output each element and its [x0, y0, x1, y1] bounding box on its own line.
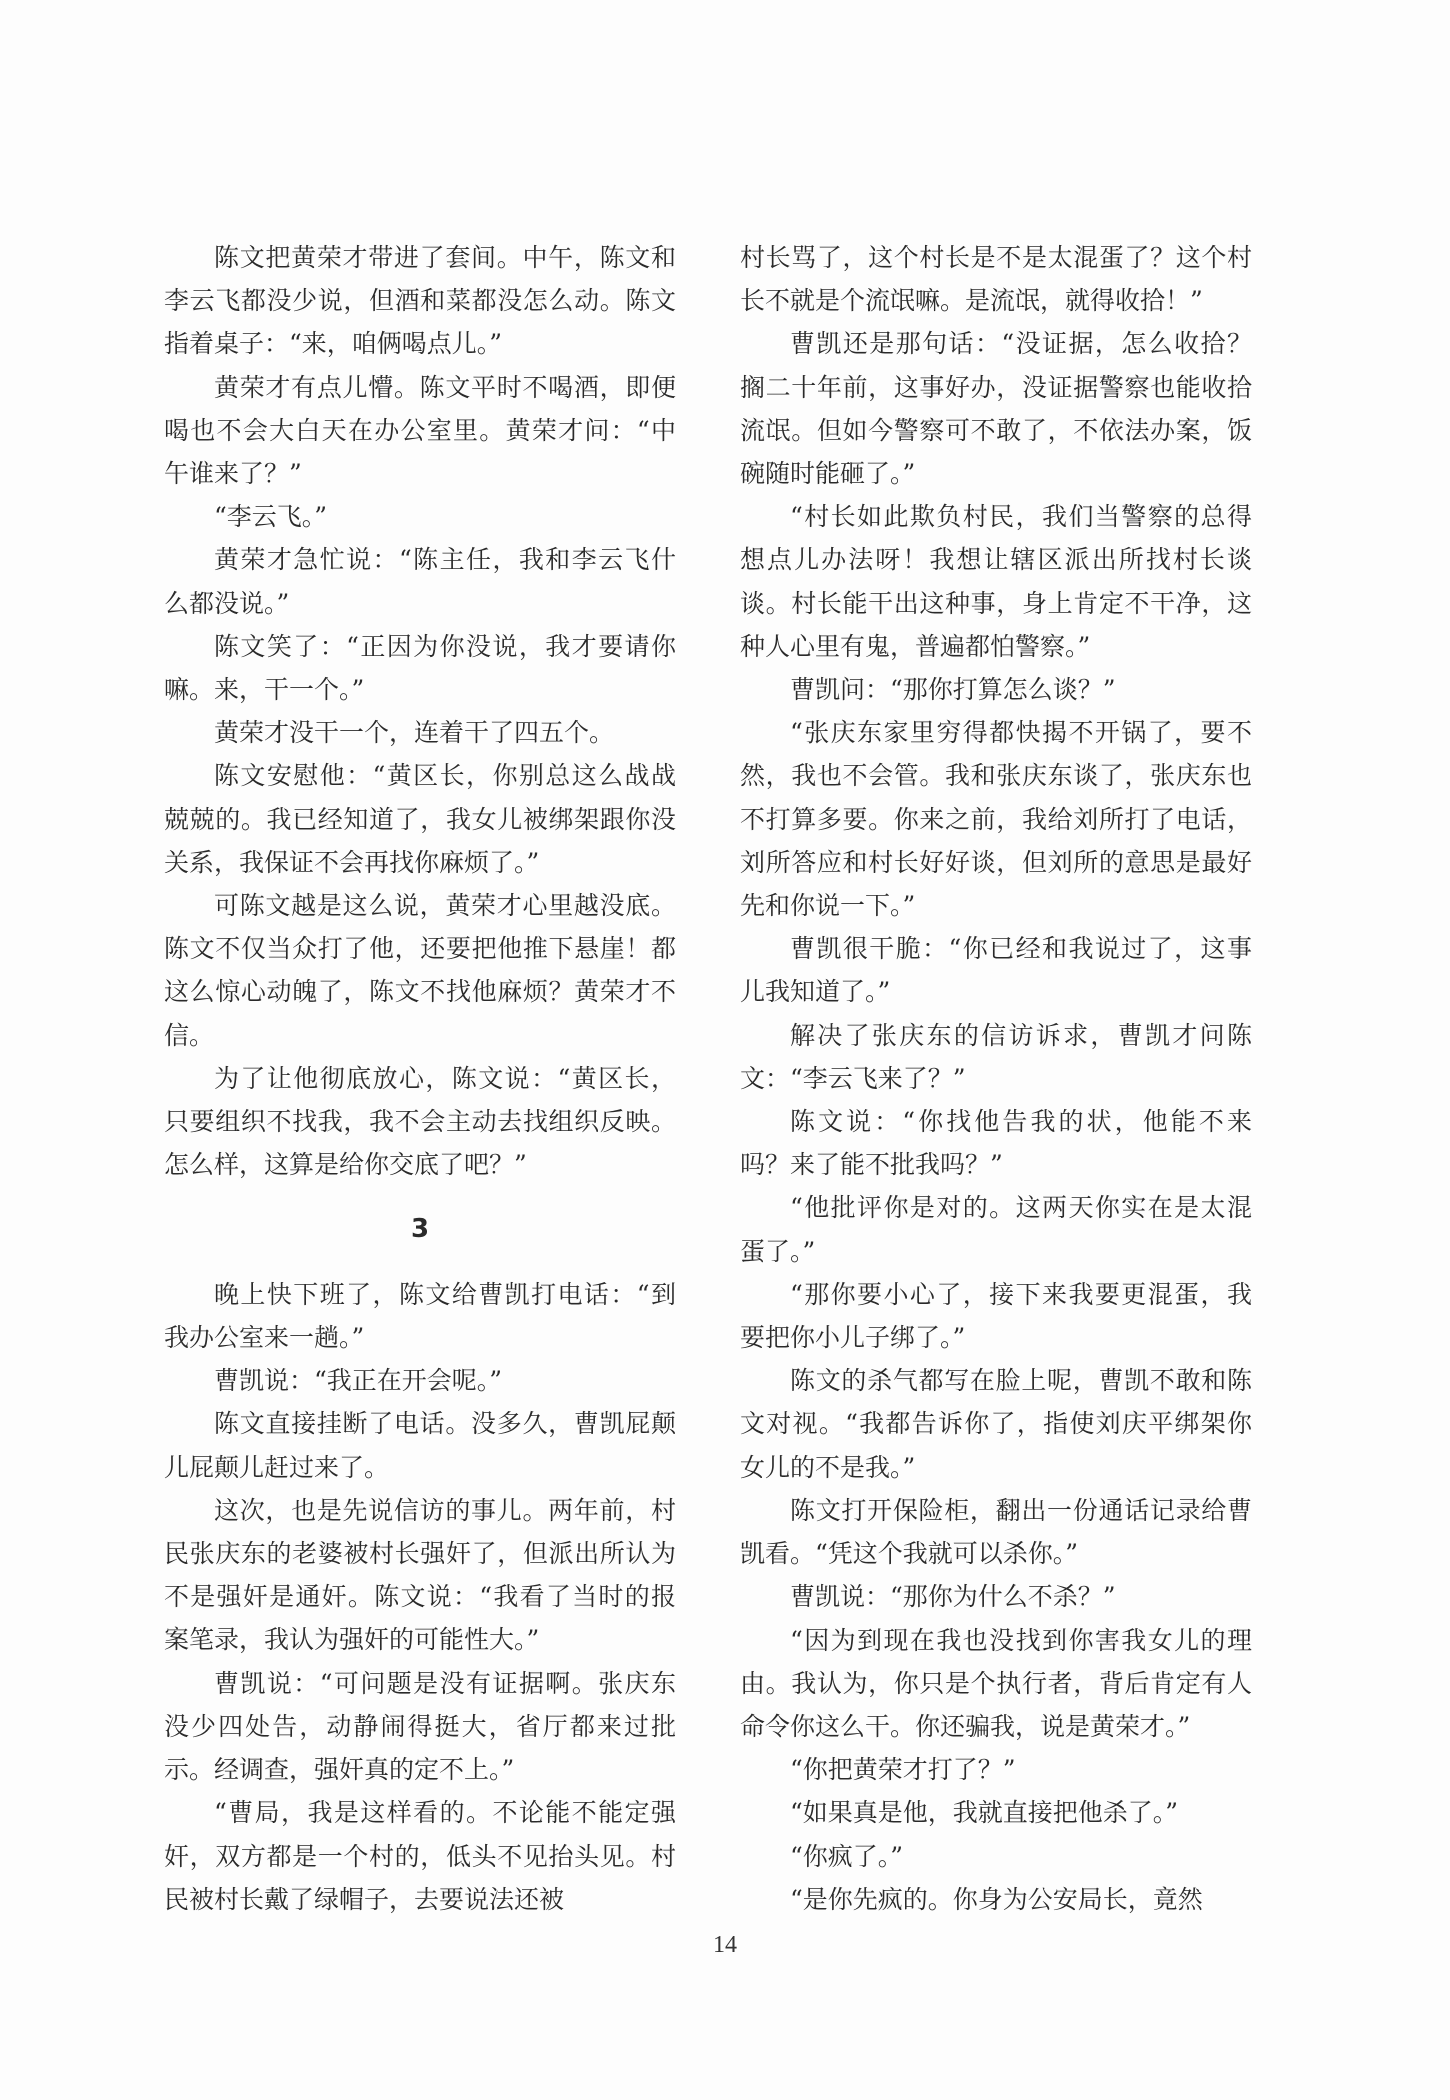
paragraph: 黄荣才没干一个，连着干了四五个。 — [214, 718, 615, 748]
paragraph: 陈文把黄荣才带进了套间。中午，陈文和李云飞都没少说，但酒和菜都没怎么动。陈文指着桌子：“来，咱俩喝点儿。” — [164, 243, 676, 359]
paragraph: 曹凯问：“那你打算怎么谈？” — [790, 675, 1116, 705]
paragraph: 这次，也是先说信访的事儿。两年前，村民张庆东的老婆被村长强奸了，但派出所认为不是强奸是通奸。陈文说：“我看了当时的报案笔录，我认为强奸的可能性大。” — [164, 1495, 676, 1655]
paragraph: 陈文说：“你找他告我的状，他能不来吗？来了能不批我吗？” — [740, 1107, 1252, 1180]
paragraph: 黄荣才有点儿懵。陈文平时不喝酒，即便喝也不会大白天在办公室里。黄荣才问：“中午谁来了？” — [164, 372, 676, 489]
paragraph: 晚上快下班了，陈文给曹凯打电话：“到我办公室来一趟。” — [164, 1279, 676, 1353]
paragraph: “因为到现在我也没找到你害我女儿的理由。我认为，你只是个执行者，背后肯定有人命令你这么干。你还骗我，说是黄荣才。” — [740, 1625, 1252, 1741]
paragraph: 陈文直接挂断了电话。没多久，曹凯屁颠儿屁颠儿赶过来了。 — [164, 1409, 676, 1482]
paragraph: 解决了张庆东的信访诉求，曹凯才问陈文：“李云飞来了？” — [740, 1020, 1252, 1093]
paragraph: “张庆东家里穷得都快揭不开锅了，要不然，我也不会管。我和张庆东谈了，张庆东也不打算多要。你来之前，我给刘所打了电话，刘所答应和村长好好谈，但刘所的意思是最好先和你说一下。” — [740, 718, 1252, 921]
paragraph: 曹凯还是那句话：“没证据，怎么收拾？搁二十年前，这事好办，没证据警察也能收拾流氓。但如今警察可不敢了，不依法办案，饭碗随时能砸了。” — [740, 329, 1252, 489]
paragraph: “你把黄荣才打了？” — [790, 1755, 1016, 1785]
paragraph: 为了让他彻底放心，陈文说：“黄区长，只要组织不找我，我不会主动去找组织反映。怎么样，这算是给你交底了吧？” — [164, 1063, 676, 1180]
paragraph: “曹局，我是这样看的。不论能不能定强奸，双方都是一个村的，低头不见抬头见。村民被村长戴了绿帽子，去要说法还被 — [164, 1798, 676, 1914]
paragraph: 陈文安慰他：“黄区长，你别总这么战战兢兢的。我已经知道了，我女儿被绑架跟你没关系，我保证不会再找你麻烦了。” — [164, 761, 676, 877]
page-number: 14 — [713, 1932, 737, 1958]
paragraph-continuation: 村长骂了，这个村长是不是太混蛋了？这个村长不就是个流氓嘛。是流氓，就得收拾！” — [740, 243, 1252, 316]
paragraph: “村长如此欺负村民，我们当警察的总得想点儿办法呀！我想让辖区派出所找村长谈谈。村长能干出这种事，身上肯定不干净，这种人心里有鬼，普遍都怕警察。” — [740, 502, 1252, 661]
paragraph: 陈文打开保险柜，翻出一份通话记录给曹凯看。“凭这个我就可以杀你。” — [740, 1495, 1252, 1569]
paragraph: “那你要小心了，接下来我要更混蛋，我要把你小儿子绑了。” — [740, 1279, 1252, 1353]
section-number: 3 — [410, 1214, 430, 1245]
paragraph: 曹凯说：“可问题是没有证据啊。张庆东没少四处告，动静闹得挺大，省厅都来过批示。经调查，强奸真的定不上。” — [164, 1668, 676, 1785]
right-column — [740, 236, 1252, 1921]
paragraph: “是你先疯的。你身为公安局长，竟然 — [790, 1884, 1203, 1914]
paragraph: 陈文笑了：“正因为你没说，我才要请你嘛。来，干一个。” — [164, 631, 676, 705]
paragraph: “如果真是他，我就直接把他杀了。” — [790, 1798, 1179, 1828]
paragraph: 曹凯说：“我正在开会呢。” — [214, 1366, 503, 1396]
left-column — [164, 236, 676, 1921]
paragraph: 曹凯说：“那你为什么不杀？” — [790, 1582, 1116, 1612]
paragraph: “李云飞。” — [214, 502, 328, 532]
paragraph: “你疯了。” — [790, 1841, 904, 1871]
paragraph: 曹凯很干脆：“你已经和我说过了，这事儿我知道了。” — [740, 934, 1252, 1007]
paragraph: “他批评你是对的。这两天你实在是太混蛋了。” — [740, 1193, 1252, 1266]
paragraph: 可陈文越是这么说，黄荣才心里越没底。陈文不仅当众打了他，还要把他推下悬崖！都这么惊心动魄了，陈文不找他麻烦？黄荣才不信。 — [164, 891, 676, 1050]
paragraph: 陈文的杀气都写在脸上呢，曹凯不敢和陈文对视。“我都告诉你了，指使刘庆平绑架你女儿的不是我。” — [740, 1366, 1252, 1482]
paragraph: 黄荣才急忙说：“陈主任，我和李云飞什么都没说。” — [164, 545, 676, 618]
